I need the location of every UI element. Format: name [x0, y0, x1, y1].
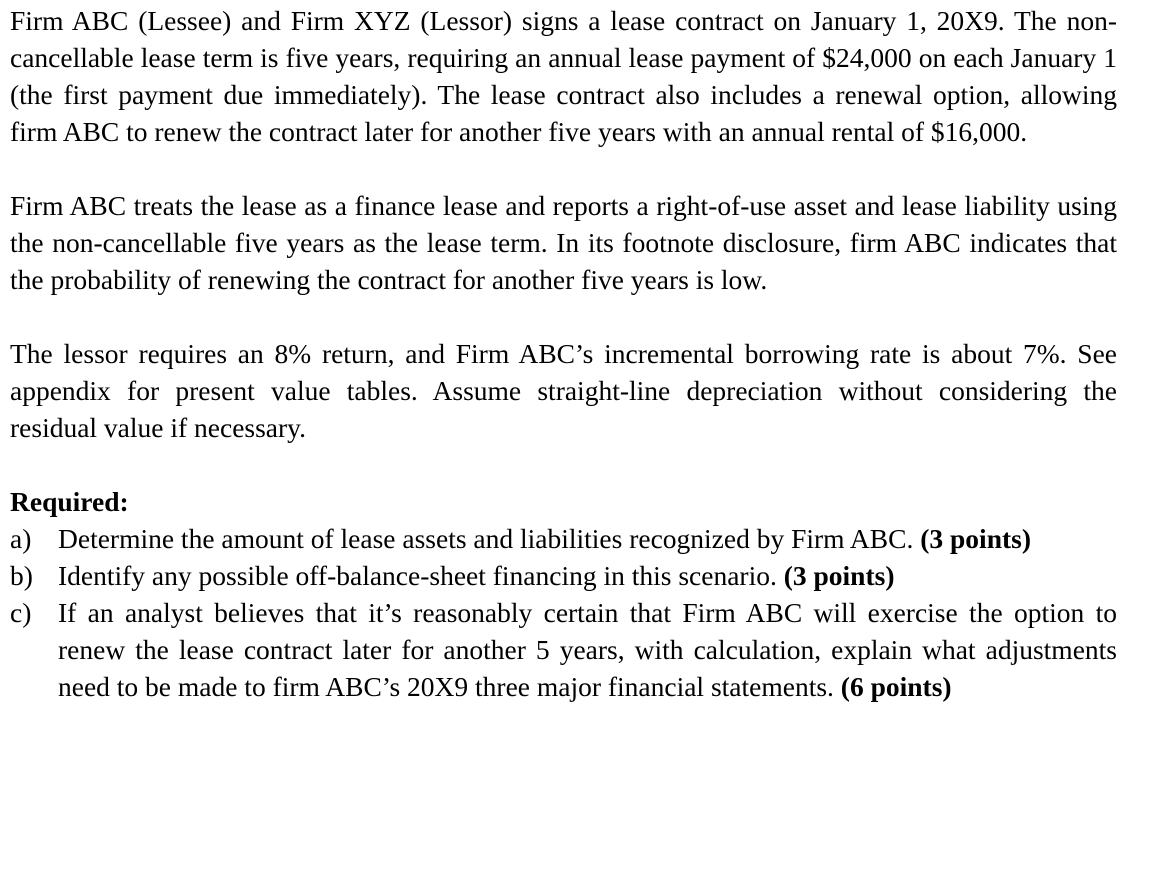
question-text: Identify any possible off-balance-sheet financing in this scenario.: [58, 560, 777, 591]
question-text: If an analyst believes that it’s reasonably certain that Firm ABC will exercise the option to renew the lease contract later for another 5 years, with calculation, explain what adjustments need to be made to firm ABC’s 20X9 three major financial statements.: [58, 597, 1117, 702]
question-points: (6 points): [840, 671, 952, 702]
question-marker: c): [10, 597, 32, 628]
question-points: (3 points): [920, 523, 1032, 554]
rates-paragraph: The lessor requires an 8% return, and Firm ABC’s incremental borrowing rate is about 7%. See appendix for present value tables. Assume straight-line depreciation without considering the residual value if necessary.: [10, 338, 1117, 443]
question-b: [10, 557, 1117, 594]
question-points: (3 points): [783, 560, 895, 591]
required-heading: Required:: [10, 486, 129, 517]
finance-lease-paragraph: Firm ABC treats the lease as a finance lease and reports a right-of-use asset and lease liability using the non-cancellable five years as the lease term. In its footnote disclosure, firm ABC indicates that the probability of renewing the contract for another five years is low.: [10, 190, 1117, 295]
lease-contract-paragraph: Firm ABC (Lessee) and Firm XYZ (Lessor) signs a lease contract on January 1, 20X9. The non-cancellable lease term is five years, requiring an annual lease payment of $24,000 on each January 1 (the first payment due immediately). The lease contract also includes a renewal option, allowing firm ABC to renew the contract later for another five years with an annual rental of $16,000.: [10, 5, 1117, 147]
question-a: [10, 520, 1117, 557]
required-section: [10, 483, 1117, 705]
question-marker: b): [10, 560, 33, 591]
question-list: [10, 520, 1117, 705]
document-page: [10, 2, 1117, 705]
question-c: [10, 594, 1117, 705]
question-text: Determine the amount of lease assets and liabilities recognized by Firm ABC.: [58, 523, 914, 554]
question-marker: a): [10, 523, 32, 554]
